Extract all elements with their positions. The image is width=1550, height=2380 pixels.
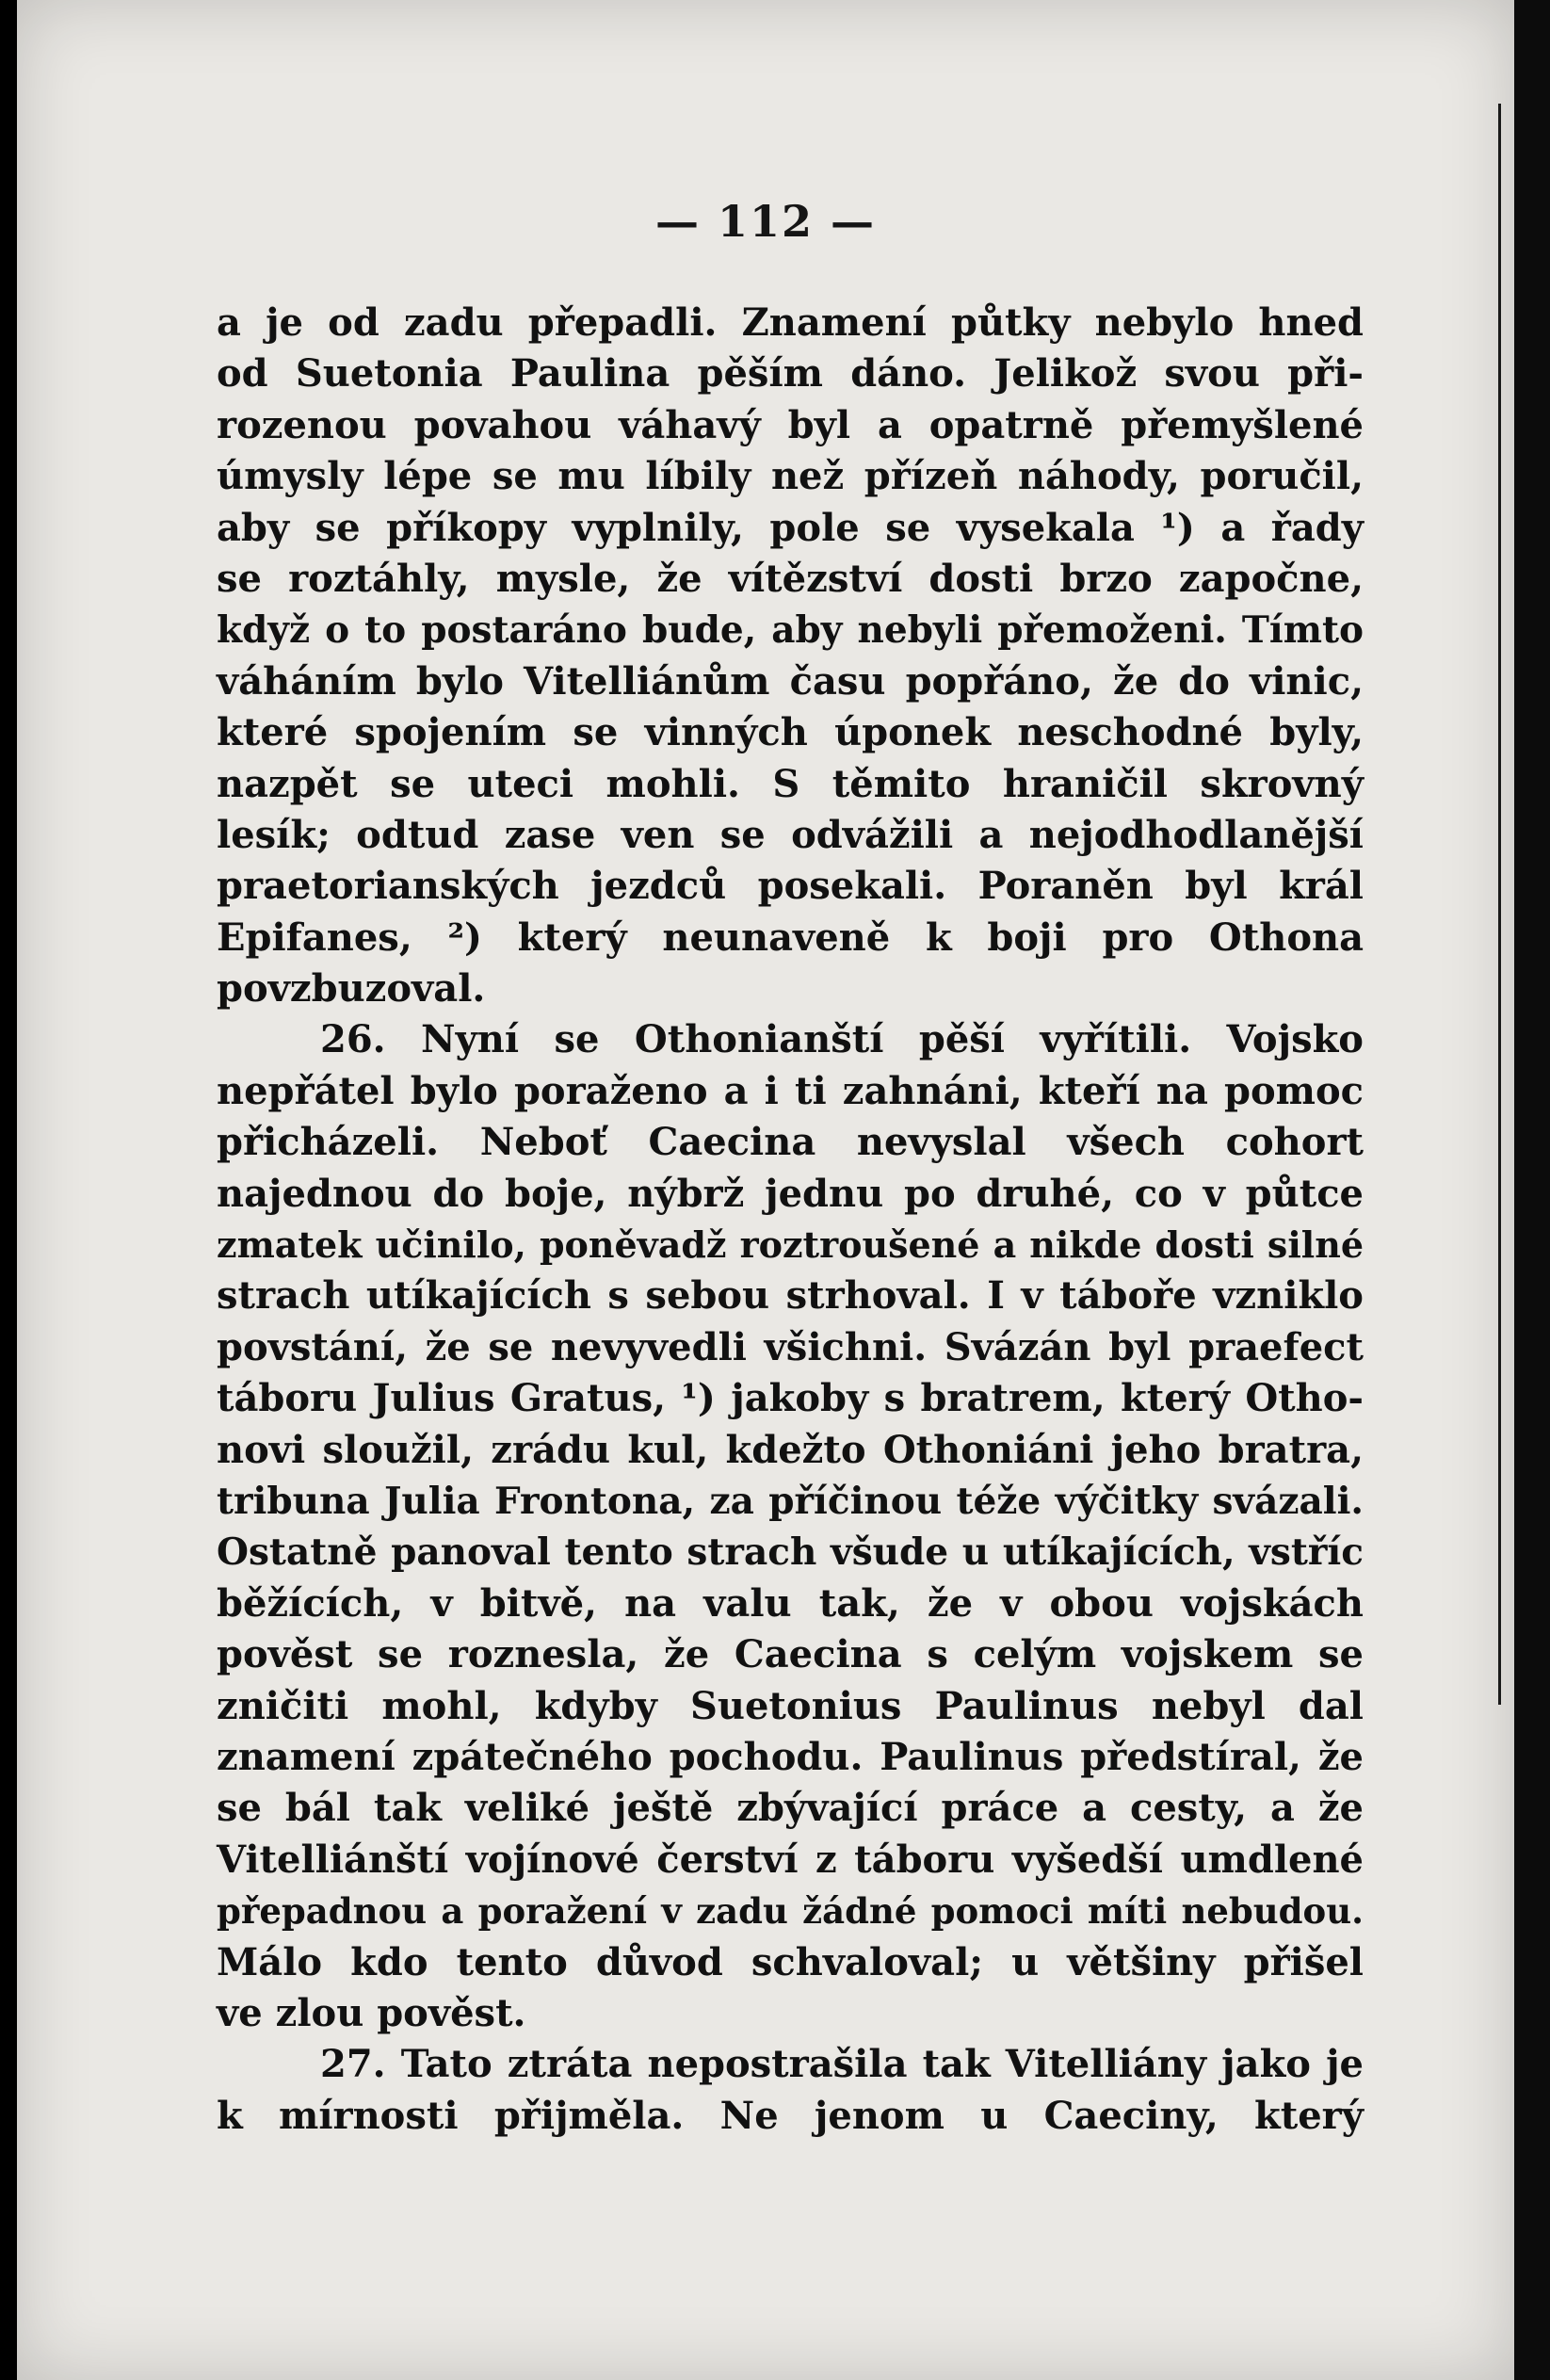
text-line: váháním bylo Vitelliánům času popřáno, že do vinic, [217, 658, 1364, 704]
text-line: praetorianských jezdců posekali. Poraněn byl král [217, 864, 1364, 909]
text-line: zničiti mohl, kdyby Suetonius Paulinus nebyl dal [217, 1683, 1364, 1728]
text-line: nepřátel bylo poraženo a i ti zahnáni, kteří na pomoc [217, 1068, 1364, 1113]
text-line: Vitelliánští vojínové čerství z táboru vyšedší umdlené [217, 1837, 1364, 1882]
text-line: se roztáhly, mysle, že vítězství dosti brzo započne, [217, 556, 1364, 601]
text-line: 27. Tato ztráta nepostrašila tak Vitelliány jako je [320, 2042, 1364, 2087]
text-line: 26. Nyní se Othonianští pěší vyřítili. Vojsko [320, 1017, 1364, 1062]
text-line: najednou do boje, nýbrž jednu po druhé, co v půtce [217, 1171, 1364, 1216]
scan-edge [1514, 0, 1550, 2380]
text-line: když o to postaráno bude, aby nebyli přemoženi. Tímto [217, 608, 1364, 653]
text-line: a je od zadu přepadli. Znamení půtky nebylo hned [217, 300, 1364, 345]
text-line: přicházeli. Neboť Caecina nevyslal všech cohort [217, 1120, 1364, 1165]
text-line: Epifanes, ²) který neunaveně k boji pro Othona [217, 915, 1364, 960]
text-line: Ostatně panoval tento strach všude u utíkajících, vstříc [217, 1530, 1364, 1575]
text-line: nazpět se uteci mohli. S těmito hraničil skrovný [217, 761, 1364, 806]
text-line: zmatek učinilo, poněvadž roztroušené a nikde dosti silné [217, 1223, 1364, 1267]
text-line: lesík; odtud zase ven se odvážili a nejodhodlanější [217, 812, 1364, 857]
body-text [217, 298, 1364, 2142]
text-line: se bál tak veliké ještě zbývající práce a cesty, a že [217, 1786, 1364, 1831]
book-page [17, 0, 1514, 2380]
paragraph-end-line: ve zlou pověst. [217, 1990, 526, 2035]
page-number: — 112 — [654, 196, 877, 247]
binding-shadow [1498, 104, 1501, 1705]
text-line: aby se příkopy vyplnily, pole se vysekala ¹) a řady [217, 505, 1364, 550]
paragraph-end-line: povzbuzoval. [217, 966, 486, 1012]
text-line: Málo kdo tento důvod schvaloval; u většiny přišel [217, 1939, 1364, 1984]
text-line: které spojením se vinných úponek neschodné byly, [217, 710, 1364, 755]
text-line: k mírnosti přijměla. Ne jenom u Caeciny, který [217, 2093, 1364, 2138]
text-line: povstání, že se nevyvedli všichni. Svázán byl praefect [217, 1324, 1364, 1369]
text-line: úmysly lépe se mu líbily než přízeň náhody, poručil, [217, 454, 1364, 499]
text-line: strach utíkajících s sebou strhoval. I v táboře vzniklo [217, 1273, 1364, 1319]
text-line: pověst se roznesla, že Caecina s celým vojskem se [217, 1632, 1364, 1677]
text-line: tribuna Julia Frontona, za příčinou téže výčitky svázali. [217, 1479, 1364, 1523]
text-line: znamení zpátečného pochodu. Paulinus předstíral, že [217, 1734, 1364, 1779]
text-line: od Suetonia Paulina pěším dáno. Jelikož svou při- [217, 351, 1364, 397]
text-line: přepadnou a poražení v zadu žádné pomoci míti nebudou. [217, 1890, 1364, 1933]
text-line: běžících, v bitvě, na valu tak, že v obou vojskách [217, 1580, 1364, 1626]
text-line: rozenou povahou váhavý byl a opatrně přemyšlené [217, 402, 1364, 447]
text-line: táboru Julius Gratus, ¹) jakoby s bratrem, který Otho- [217, 1376, 1364, 1421]
text-line: novi sloužil, zrádu kul, kdežto Othoniáni jeho bratra, [217, 1427, 1364, 1472]
